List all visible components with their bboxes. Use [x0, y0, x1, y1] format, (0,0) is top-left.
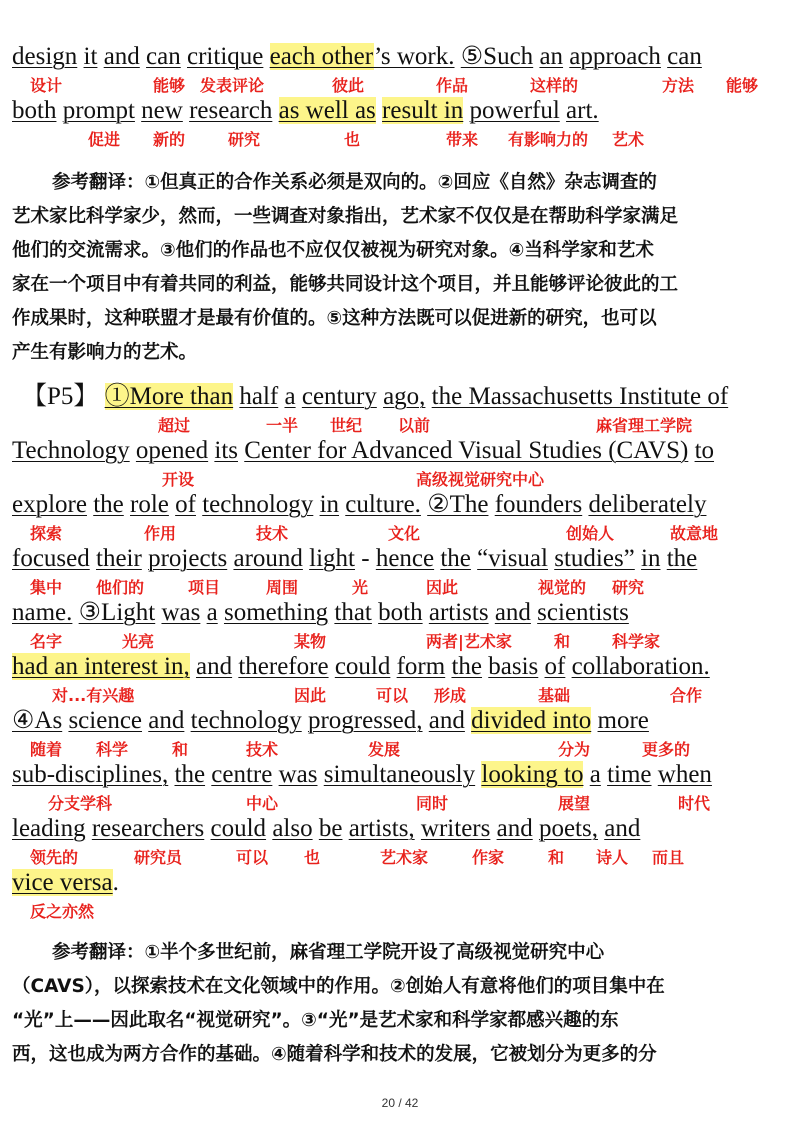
- gloss: 项目: [188, 578, 221, 597]
- word: researchers: [91, 815, 205, 842]
- gloss: 两者|艺术家: [426, 632, 512, 651]
- gloss: 作用: [144, 524, 177, 543]
- word: collaboration.: [571, 653, 710, 680]
- word: and: [496, 815, 533, 842]
- gloss: 反之亦然: [30, 902, 95, 921]
- gloss: 光亮: [122, 632, 155, 651]
- gloss: 科学家: [612, 632, 661, 651]
- gloss: 诗人: [596, 848, 629, 867]
- word: technology: [202, 491, 314, 518]
- word: research: [189, 97, 273, 124]
- highlighted-phrase: each other: [269, 43, 374, 70]
- word: was: [278, 761, 318, 788]
- word: focused: [12, 545, 90, 572]
- word: simultaneously: [323, 761, 476, 788]
- gloss: 某物: [294, 632, 327, 651]
- word: ’s work.: [373, 43, 455, 70]
- gloss: 他们的: [96, 578, 145, 597]
- word: also: [272, 815, 313, 842]
- word: ④As: [12, 707, 63, 734]
- english-line: [12, 598, 629, 628]
- word: around: [233, 545, 303, 572]
- gloss: 分支学科: [48, 794, 113, 813]
- word: when: [657, 761, 712, 788]
- word: art.: [566, 97, 599, 124]
- page-number: 20 / 42: [381, 1096, 419, 1110]
- word: light: [309, 545, 355, 572]
- word: leading: [12, 815, 86, 842]
- word: progressed,: [307, 707, 423, 734]
- gloss: 开设: [162, 470, 195, 489]
- gloss: 可以: [376, 686, 409, 705]
- english-line: [12, 96, 599, 126]
- word: something: [223, 599, 329, 626]
- word: therefore: [238, 653, 329, 680]
- reference-translation-cont: [12, 200, 788, 370]
- gloss: 名字: [30, 632, 63, 651]
- translation-line: 作成果时，这种联盟才是最有价值的。⑤这种方法既可以促进新的研究，也可以: [12, 308, 657, 329]
- word: name.: [12, 599, 73, 626]
- word: artists: [428, 599, 489, 626]
- word: was: [161, 599, 201, 626]
- gloss: 也: [344, 130, 361, 149]
- english-line: [12, 436, 714, 466]
- word: Technology: [12, 437, 130, 464]
- reference-translation-cont: [12, 970, 788, 1072]
- gloss: 文化: [388, 524, 421, 543]
- translation-line: 西，这也成为两方合作的基础。④随着科学和技术的发展，它被划分为更多的分: [12, 1044, 657, 1065]
- word: the: [666, 545, 698, 572]
- word: ⑤Such: [460, 43, 534, 70]
- word: both: [378, 599, 423, 626]
- english-line: [12, 652, 710, 682]
- word: role: [130, 491, 169, 518]
- gloss: 发表评论: [200, 76, 265, 95]
- word: powerful: [469, 97, 560, 124]
- word: hence: [375, 545, 435, 572]
- word: and: [428, 707, 465, 734]
- word: the: [93, 491, 124, 518]
- word: the Massachusetts Institute of: [431, 383, 729, 410]
- word: approach: [569, 43, 661, 70]
- word: their: [96, 545, 142, 572]
- highlighted-phrase: result in: [382, 97, 464, 124]
- highlighted-phrase: vice versa: [12, 869, 113, 896]
- word: and: [195, 653, 233, 680]
- translation-line: 艺术家比科学家少，然而，一些调查对象指出，艺术家不仅仅是在帮助科学家满足: [12, 206, 679, 227]
- gloss: 同时: [416, 794, 449, 813]
- word: deliberately: [588, 491, 707, 518]
- gloss: 分为: [558, 740, 591, 759]
- gloss: 领先的: [30, 848, 79, 867]
- english-line: [12, 42, 702, 72]
- word: could: [210, 815, 267, 842]
- gloss: 以前: [398, 416, 431, 435]
- translation-line: “光”上——因此取名“视觉研究”。③“光”是艺术家和科学家都感兴趣的东: [12, 1010, 619, 1031]
- word: can: [667, 43, 702, 70]
- gloss: 周围: [266, 578, 299, 597]
- word: can: [146, 43, 181, 70]
- highlighted-phrase: looking to: [481, 761, 584, 788]
- word: culture.: [345, 491, 421, 518]
- gloss: 高级视觉研究中心: [416, 470, 545, 489]
- word: century: [301, 383, 377, 410]
- gloss: 光: [352, 578, 369, 597]
- gloss: 这样的: [530, 76, 579, 95]
- gloss: 创始人: [566, 524, 615, 543]
- word: a: [589, 761, 601, 788]
- reference-translation: [12, 166, 788, 200]
- reference-translation: [12, 936, 788, 970]
- word: critique: [187, 43, 264, 70]
- word: of: [175, 491, 196, 518]
- word: ③Light: [78, 599, 156, 626]
- word: -: [361, 545, 370, 572]
- gloss: 作家: [472, 848, 505, 867]
- paragraph-label: 【P5】: [22, 383, 99, 410]
- word: the: [174, 761, 206, 788]
- word: in: [319, 491, 340, 518]
- translation-line: 参考翻译：①半个多世纪前，麻省理工学院开设了高级视觉研究中心: [52, 942, 605, 963]
- word: more: [597, 707, 649, 734]
- word: to: [694, 437, 715, 464]
- gloss: 能够: [726, 76, 759, 95]
- gloss: 设计: [30, 76, 63, 95]
- word: and: [604, 815, 641, 842]
- gloss: 能够: [153, 76, 186, 95]
- gloss: 促进: [88, 130, 121, 149]
- gloss: 发展: [368, 740, 401, 759]
- word: design: [12, 43, 78, 70]
- gloss: 和: [172, 740, 189, 759]
- word: of: [544, 653, 566, 680]
- gloss: 超过: [158, 416, 191, 435]
- word: poets,: [538, 815, 598, 842]
- gloss: 探索: [30, 524, 63, 543]
- english-line: [12, 490, 706, 520]
- gloss: 作品: [436, 76, 469, 95]
- word: and: [148, 707, 185, 734]
- gloss: 艺术: [612, 130, 645, 149]
- gloss: 技术: [246, 740, 279, 759]
- gloss: 技术: [256, 524, 289, 543]
- word: an: [539, 43, 564, 70]
- word: a: [284, 383, 296, 410]
- highlighted-phrase: divided into: [471, 707, 592, 734]
- gloss: 更多的: [642, 740, 691, 759]
- word: projects: [148, 545, 228, 572]
- word: and: [103, 43, 140, 70]
- word: prompt: [62, 97, 135, 124]
- word: half: [239, 383, 279, 410]
- word: “visual: [477, 545, 548, 572]
- word: in: [641, 545, 661, 572]
- word: form: [396, 653, 446, 680]
- gloss: 艺术家: [380, 848, 429, 867]
- translation-line: 产生有影响力的艺术。: [12, 342, 198, 363]
- word: it: [83, 43, 98, 70]
- gloss: 基础: [538, 686, 571, 705]
- gloss: 随着: [30, 740, 63, 759]
- word: basis: [488, 653, 539, 680]
- english-line: [12, 814, 640, 844]
- word: .: [112, 869, 119, 896]
- english-line: [22, 382, 728, 412]
- gloss: 和: [548, 848, 565, 867]
- word: founders: [494, 491, 583, 518]
- gloss: 对...有兴趣: [52, 686, 135, 705]
- gloss: 合作: [670, 686, 703, 705]
- word: ago,: [383, 383, 426, 410]
- gloss: 也: [304, 848, 321, 867]
- gloss: 研究: [228, 130, 261, 149]
- word: its: [214, 437, 238, 464]
- gloss: 研究员: [134, 848, 183, 867]
- translation-line: 参考翻译：①但真正的合作关系必须是双向的。②回应《自然》杂志调查的: [52, 172, 657, 193]
- gloss: 形成: [434, 686, 467, 705]
- word: and: [494, 599, 531, 626]
- word: a: [206, 599, 218, 626]
- highlighted-phrase: ①More than: [104, 383, 234, 410]
- english-line: [12, 760, 712, 790]
- gloss: 科学: [96, 740, 129, 759]
- english-line: [12, 706, 649, 736]
- word: sub-disciplines,: [12, 761, 169, 788]
- translation-line: 他们的交流需求。③他们的作品也不应仅仅被视为研究对象。④当科学家和艺术: [12, 240, 654, 261]
- gloss: 而且: [652, 848, 685, 867]
- word: explore: [12, 491, 87, 518]
- gloss: 可以: [236, 848, 269, 867]
- word: time: [607, 761, 652, 788]
- word: could: [334, 653, 391, 680]
- gloss: 带来: [446, 130, 479, 149]
- word: Center for Advanced Visual Studies (CAVS): [244, 437, 689, 464]
- english-line: [12, 544, 697, 574]
- gloss: 时代: [678, 794, 711, 813]
- word: technology: [190, 707, 302, 734]
- word: writers: [420, 815, 491, 842]
- word: the: [440, 545, 471, 572]
- highlighted-phrase: as well as: [278, 97, 376, 124]
- word: artists,: [348, 815, 415, 842]
- word: be: [318, 815, 343, 842]
- word: ②The: [427, 491, 489, 518]
- gloss: 彼此: [332, 76, 365, 95]
- word: that: [334, 599, 372, 626]
- gloss: 和: [554, 632, 571, 651]
- gloss: 因此: [426, 578, 459, 597]
- gloss: 一半: [266, 416, 299, 435]
- gloss: 集中: [30, 578, 63, 597]
- gloss: 世纪: [330, 416, 363, 435]
- word: both: [12, 97, 57, 124]
- english-line: [12, 868, 119, 898]
- gloss: 方法: [662, 76, 695, 95]
- gloss: 新的: [153, 130, 186, 149]
- word: new: [141, 97, 183, 124]
- translation-line: （CAVS），以探索技术在文化领域中的作用。②创始人有意将他们的项目集中在: [12, 976, 665, 997]
- word: science: [68, 707, 143, 734]
- gloss: 故意地: [670, 524, 719, 543]
- gloss: 中心: [246, 794, 279, 813]
- gloss: 研究: [612, 578, 645, 597]
- translation-line: 家在一个项目中有着共同的利益，能够共同设计这个项目，并且能够评论彼此的工: [12, 274, 679, 295]
- gloss: 有影响力的: [508, 130, 589, 149]
- gloss: 麻省理工学院: [596, 416, 693, 435]
- highlighted-phrase: had an interest in,: [12, 653, 190, 680]
- gloss: 视觉的: [538, 578, 587, 597]
- word: scientists: [537, 599, 629, 626]
- gloss: 展望: [558, 794, 591, 813]
- word: the: [451, 653, 483, 680]
- word: opened: [135, 437, 209, 464]
- gloss: 因此: [294, 686, 327, 705]
- word: centre: [211, 761, 273, 788]
- word: studies”: [554, 545, 635, 572]
